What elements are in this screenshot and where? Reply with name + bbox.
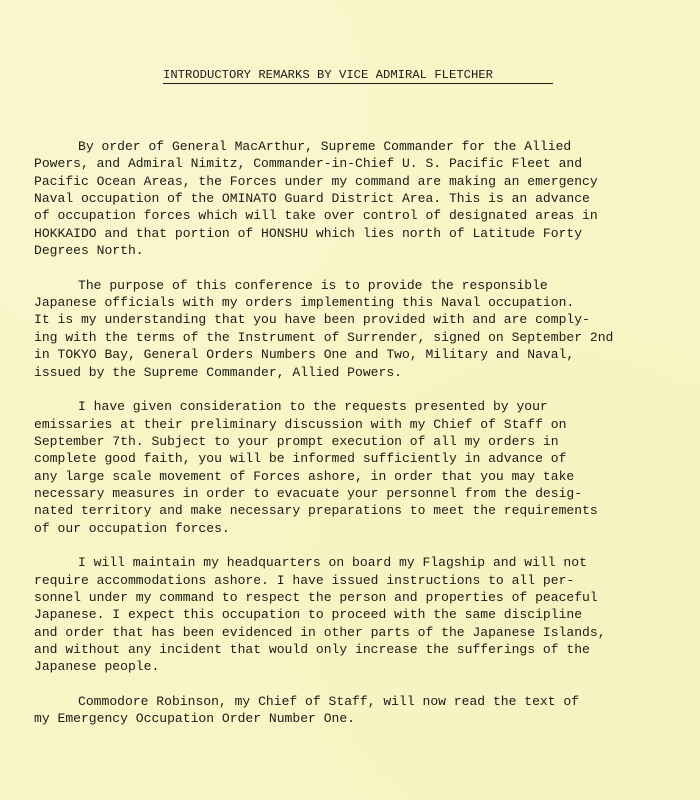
paragraph-line: It is my understanding that you have been provided with and are comply- (34, 312, 590, 328)
paragraph-line: sonnel under my command to respect the person and properties of peaceful (34, 590, 598, 606)
paragraph-2 (34, 277, 674, 381)
paragraph-line: any large scale movement of Forces ashore, in order that you may take (34, 468, 575, 484)
paragraph-line: emissaries at their preliminary discussion with my Chief of Staff on (34, 416, 567, 432)
paragraph-line (34, 277, 674, 294)
document-body (34, 138, 674, 745)
paragraph-line (34, 398, 674, 415)
paragraph-line: of occupation forces which will take over control of designated areas in (34, 208, 598, 224)
line-text: Commodore Robinson, my Chief of Staff, will now read the text of (78, 693, 580, 709)
paragraph-5 (34, 693, 674, 728)
document-title: INTRODUCTORY REMARKS BY VICE ADMIRAL FLETCHER (163, 67, 553, 84)
paragraph-line: HOKKAIDO and that portion of HONSHU which lies north of Latitude Forty (34, 225, 583, 241)
paragraph-line: complete good faith, you will be informed sufficiently in advance of (34, 451, 567, 467)
paragraph-line (34, 693, 674, 710)
paragraph-line: Naval occupation of the OMINATO Guard District Area. This is an advance (34, 191, 590, 207)
line-text: By order of General MacArthur, Supreme Commander for the Allied (78, 139, 572, 154)
line-text: The purpose of this conference is to provide the responsible (78, 277, 548, 293)
paragraph-4 (34, 554, 674, 675)
paragraph-line (34, 554, 674, 571)
paragraph-line: issued by the Supreme Commander, Allied Powers. (34, 364, 402, 380)
paragraph-line: Degrees North. (34, 243, 144, 259)
paragraph-line: Japanese officials with my orders implementing this Naval occupation. (34, 295, 575, 311)
paragraph-line: in TOKYO Bay, General Orders Numbers One and Two, Military and Naval, (34, 347, 575, 363)
paragraph-line: Powers, and Admiral Nimitz, Commander-in-Chief U. S. Pacific Fleet and (34, 156, 583, 172)
paragraph-line: Pacific Ocean Areas, the Forces under my command are making an emergency (34, 173, 598, 189)
line-text: I have given consideration to the requests presented by your (78, 399, 548, 415)
line-text: I will maintain my headquarters on board my Flagship and will not (78, 555, 587, 571)
paragraph-line (34, 138, 674, 155)
paragraph-line: and without any incident that would only increase the sufferings of the (34, 642, 590, 658)
paragraph-line: of our occupation forces. (34, 520, 230, 536)
paragraph-line: require accommodations ashore. I have issued instructions to all per- (34, 572, 575, 588)
paragraph-line: necessary measures in order to evacuate your personnel from the desig- (34, 485, 583, 501)
paragraph-line: September 7th. Subject to your prompt execution of all my orders in (34, 433, 559, 449)
paragraph-line: ing with the terms of the Instrument of Surrender, signed on September 2nd (34, 329, 614, 345)
paragraph-line: Japanese. I expect this occupation to proceed with the same discipline (34, 607, 583, 623)
paragraph-line: nated territory and make necessary preparations to meet the requirements (34, 503, 598, 519)
paragraph-line: my Emergency Occupation Order Number One. (34, 711, 356, 727)
paragraph-line: Japanese people. (34, 659, 160, 675)
paragraph-line: and order that has been evidenced in other parts of the Japanese Islands, (34, 624, 606, 640)
paragraph-1 (34, 138, 674, 259)
paragraph-3 (34, 398, 674, 537)
